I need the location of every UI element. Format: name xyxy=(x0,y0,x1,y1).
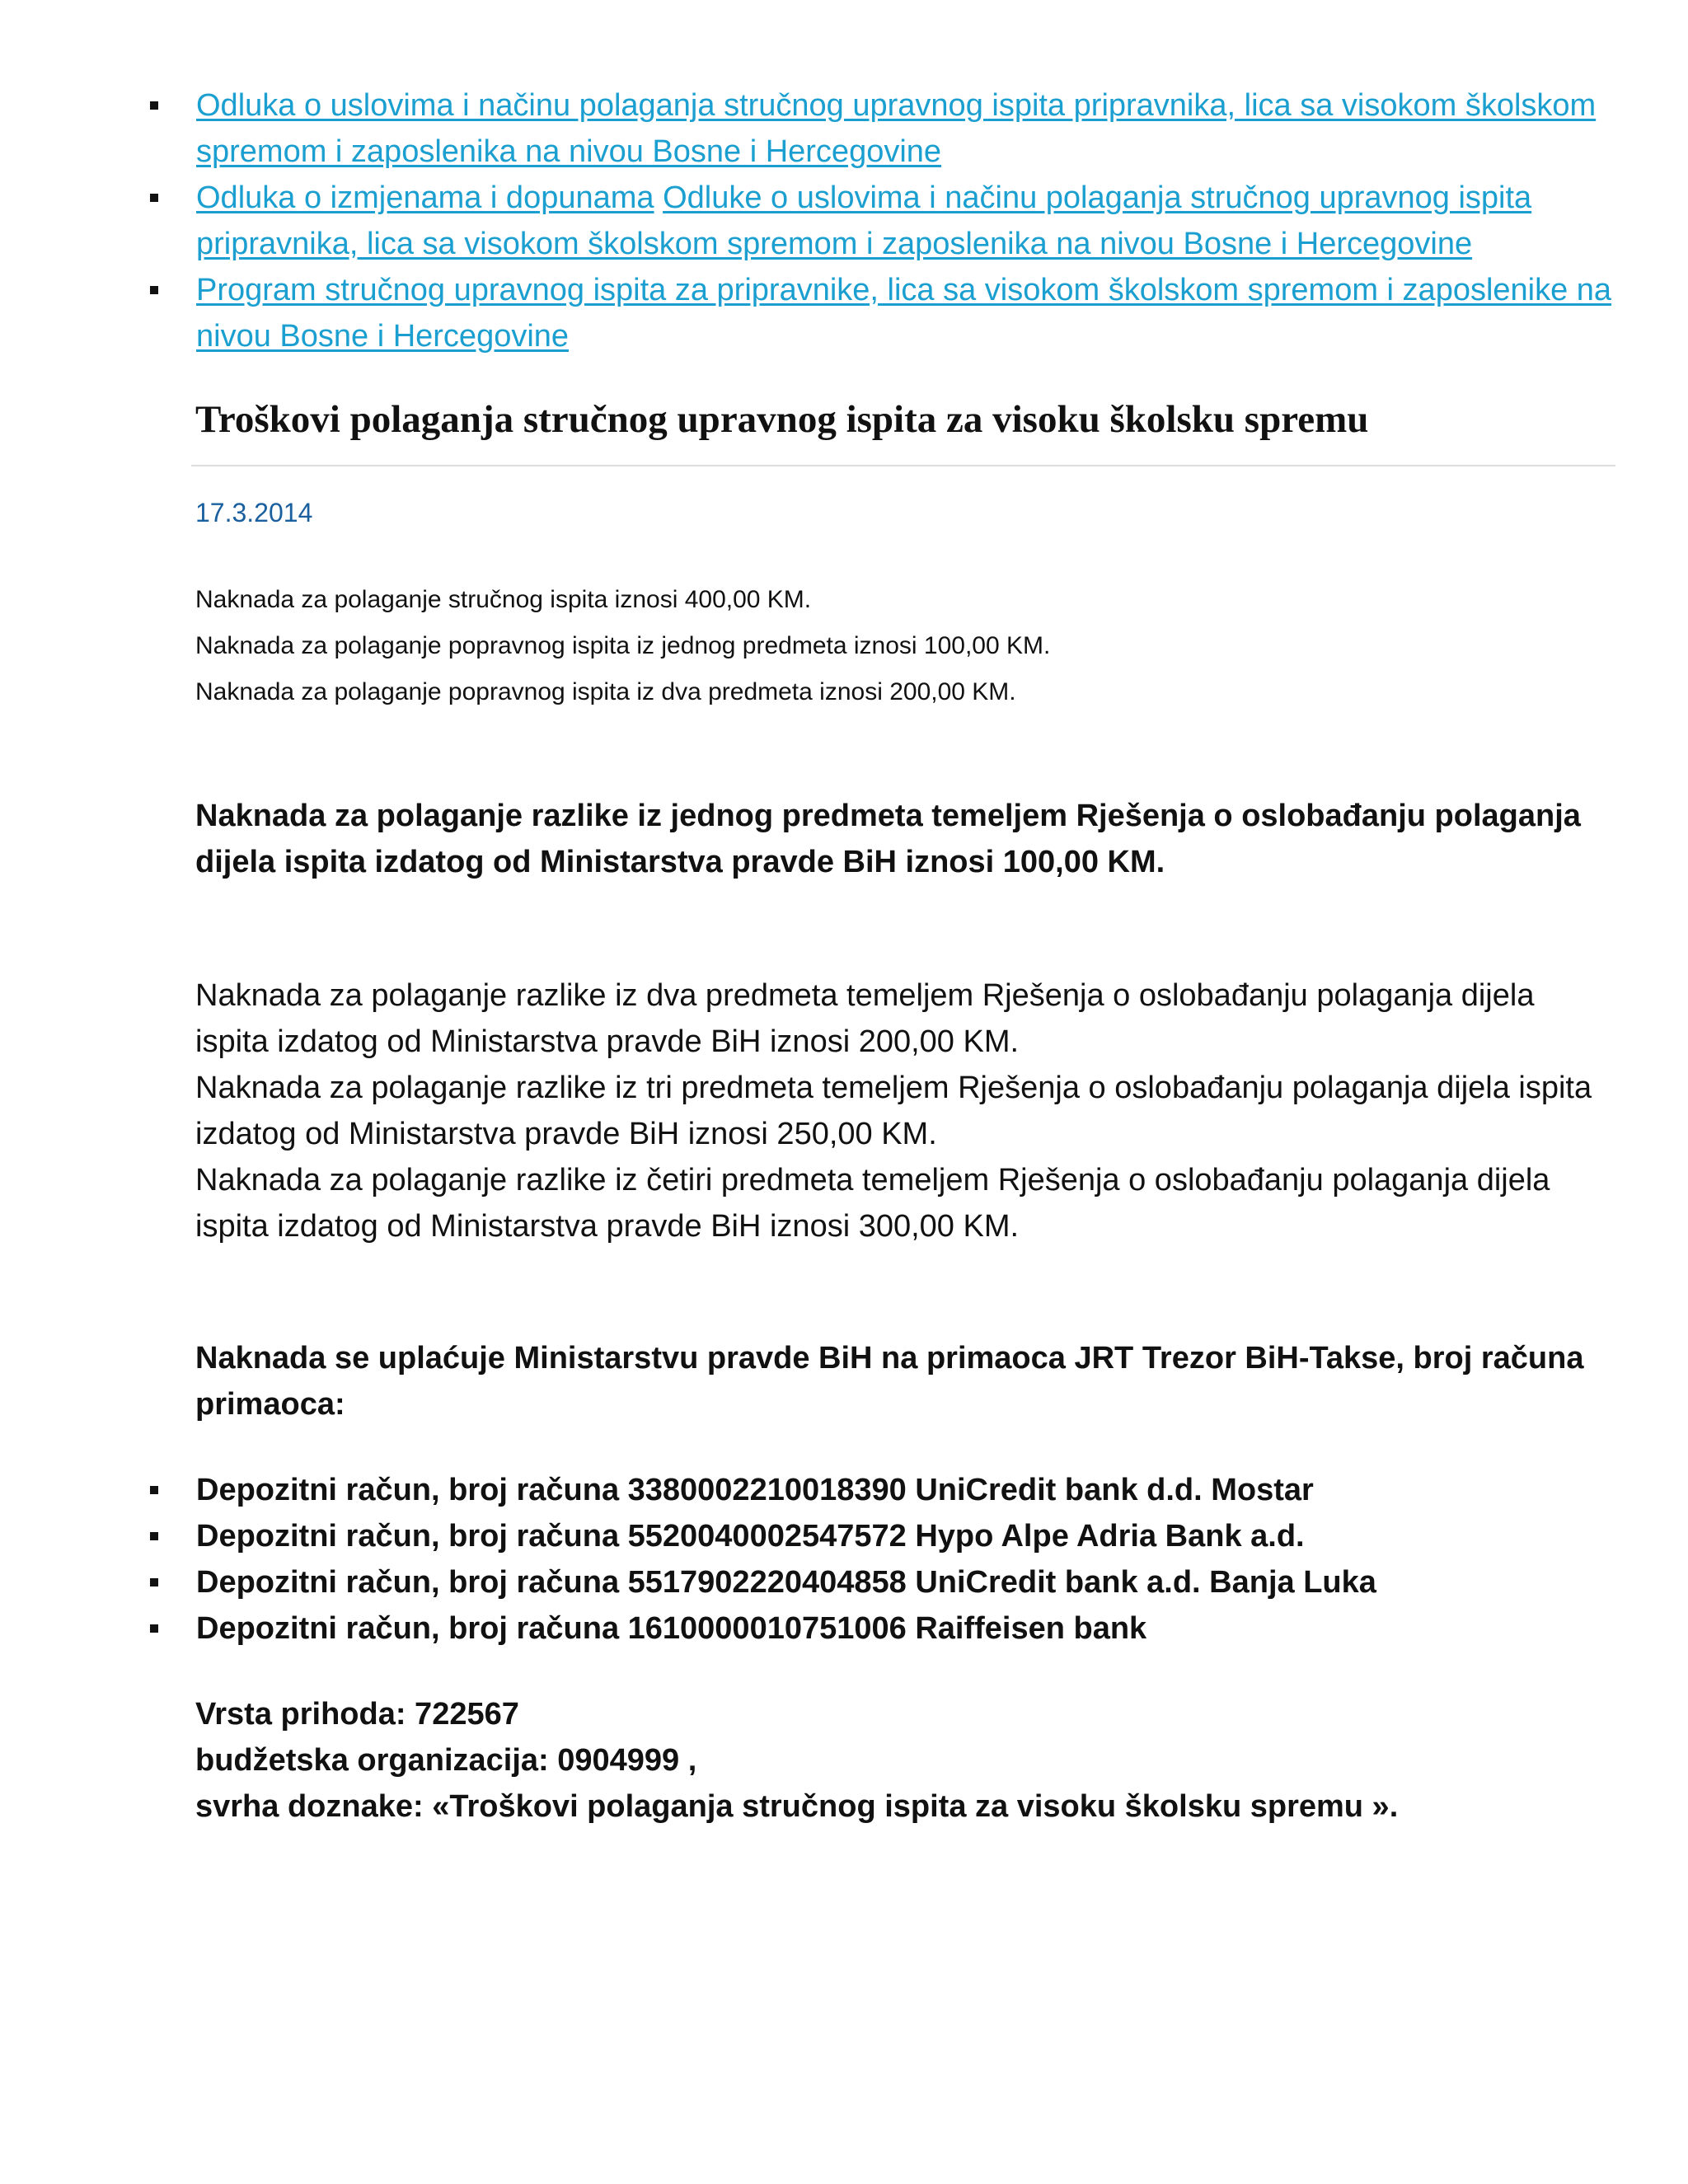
payment-purpose: svrha doznake: «Troškovi polaganja stručnog ispita za visoku školsku spremu ». xyxy=(195,1789,1399,1824)
list-item xyxy=(150,1513,1625,1559)
fee-line: Naknada za polaganje popravnog ispita iz dva predmeta iznosi 200,00 KM. xyxy=(195,678,1016,705)
difference-fees-section xyxy=(195,972,1613,1249)
bullet-icon xyxy=(150,1624,158,1633)
budget-organization: budžetska organizacija: 0904999 , xyxy=(195,1743,697,1778)
account-text: Depozitni račun, broj računa 3380002210018390 UniCredit bank d.d. Mostar xyxy=(196,1473,1314,1507)
link-odluka-izmjene[interactable]: Odluka o izmjenama i dopunama xyxy=(196,180,654,215)
payment-intro xyxy=(195,1335,1613,1427)
payment-details xyxy=(195,1691,1613,1830)
payment-intro-text: Naknada se uplaćuje Ministarstvu pravde BiH na primaoca JRT Trezor BiH-Takse, broj računa primaoca: xyxy=(195,1341,1584,1422)
account-text: Depozitni račun, broj računa 5520040002547572 Hypo Alpe Adria Bank a.d. xyxy=(196,1519,1305,1554)
bullet-icon xyxy=(150,101,158,110)
fee-line: Naknada za polaganje razlike iz četiri predmeta temeljem Rješenja o oslobađanju polaganja dijela ispita izdatog od Ministarstva pravde BiH iznosi 300,00 KM. xyxy=(195,1163,1550,1244)
related-documents-list xyxy=(150,82,1625,359)
bullet-icon xyxy=(150,194,158,202)
link-program-ispita[interactable]: Program stručnog upravnog ispita za pripravnike, lica sa visokom školskom spremom i zaposlenike na nivou Bosne i Hercegovine xyxy=(196,273,1612,354)
difference-fee-bold xyxy=(195,793,1613,885)
list-item xyxy=(150,1467,1625,1513)
fee-line: Naknada za polaganje stručnog ispita iznosi 400,00 KM. xyxy=(195,586,812,613)
account-text: Depozitni račun, broj računa 1610000010751006 Raiffeisen bank xyxy=(196,1611,1147,1646)
fee-line: Naknada za polaganje popravnog ispita iz jednog predmeta iznosi 100,00 KM. xyxy=(195,632,1051,659)
bullet-icon xyxy=(150,1532,158,1540)
article-date: 17.3.2014 xyxy=(195,498,313,527)
list-item xyxy=(150,175,1625,267)
bullet-icon xyxy=(150,1578,158,1586)
exam-fees-section xyxy=(195,577,1597,715)
list-item xyxy=(150,82,1625,175)
article-title: Troškovi polaganja stručnog upravnog ispita za visoku školsku spremu xyxy=(195,398,1369,441)
link-odluke-uslovi[interactable]: Odluke o uslovima i načinu polaganja stručnog upravnog ispita pripravnika, lica sa visokom školskom spremom i zaposlenika na nivou Bosne i Hercegovine xyxy=(196,180,1532,261)
fee-line: Naknada za polaganje razlike iz tri predmeta temeljem Rješenja o oslobađanju polaganja dijela ispita izdatog od Ministarstva pravde BiH iznosi 250,00 KM. xyxy=(195,1071,1592,1151)
list-item xyxy=(150,1559,1625,1605)
bullet-icon xyxy=(150,1486,158,1494)
list-item xyxy=(150,267,1625,359)
fee-line: Naknada za polaganje razlike iz dva predmeta temeljem Rješenja o oslobađanju polaganja dijela ispita izdatog od Ministarstva pravde BiH iznosi 200,00 KM. xyxy=(195,978,1535,1059)
bank-accounts-list xyxy=(150,1467,1625,1652)
list-item xyxy=(150,1605,1625,1652)
revenue-type: Vrsta prihoda: 722567 xyxy=(195,1697,519,1732)
fee-line: Naknada za polaganje razlike iz jednog predmeta temeljem Rješenja o oslobađanju polaganja dijela ispita izdatog od Ministarstva pravde BiH iznosi 100,00 KM. xyxy=(195,799,1581,879)
bullet-icon xyxy=(150,286,158,294)
account-text: Depozitni račun, broj računa 5517902220404858 UniCredit bank a.d. Banja Luka xyxy=(196,1565,1376,1600)
title-divider xyxy=(191,465,1615,466)
link-odluka-uslovi[interactable]: Odluka o uslovima i načinu polaganja stručnog upravnog ispita pripravnika, lica sa visokom školskom spremom i zaposlenika na nivou Bosne i Hercegovine xyxy=(196,88,1597,169)
